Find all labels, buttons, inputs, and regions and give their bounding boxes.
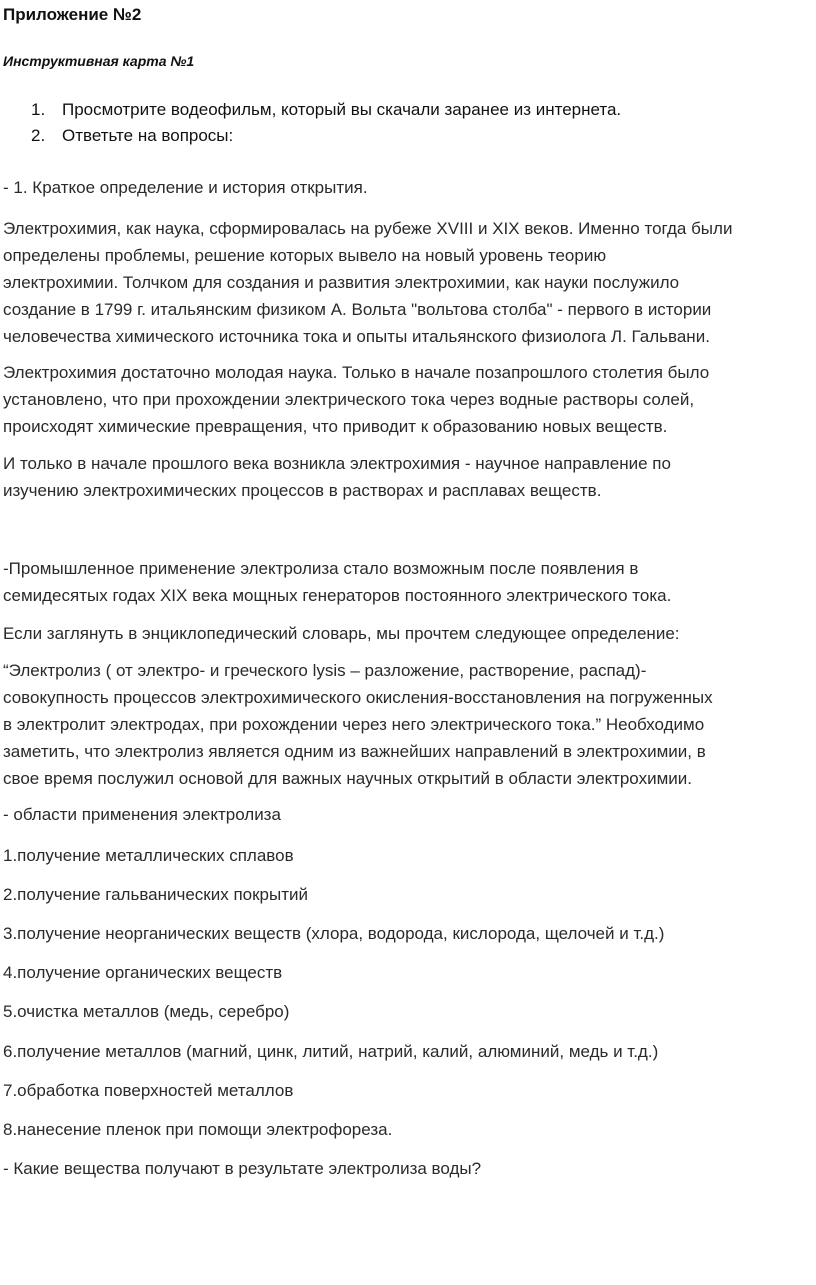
application-item: [3, 842, 813, 869]
application-item: [3, 1077, 813, 1104]
document-title: Приложение №2: [3, 5, 142, 24]
text-line: -Промышленное применение электролиза стало возможным после появления в: [3, 559, 639, 578]
text-line: семидесятых годах XIX века мощных генераторов постоянного электрического тока.: [3, 586, 672, 605]
paragraph-history: [3, 215, 813, 350]
instruction-step: [0, 123, 810, 149]
text-line: Электрохимия, как наука, сформировалась на рубеже XVIII и XIX веков. Именно тогда были: [3, 219, 733, 238]
paragraph-young-science: [3, 359, 813, 440]
application-item: [3, 920, 813, 947]
step-number: 2.: [31, 126, 46, 145]
text-line: заметить, что электролиз является одним из важнейших направлений в электрохимии, в: [3, 742, 706, 761]
paragraph-last-century: [3, 450, 813, 504]
text-line: 3.получение неорганических веществ (хлора, водорода, кислорода, щелочей и т.д.): [3, 924, 665, 943]
paragraph-industrial-use: [3, 555, 813, 609]
application-item: [3, 1038, 813, 1065]
text-line: 1.получение металлических сплавов: [3, 846, 294, 865]
text-line: электрохимии. Толчком для создания и развития электрохимии, как науки послужило: [3, 273, 680, 292]
text-line: установлено, что при прохождении электрического тока через водные растворы солей,: [3, 390, 695, 409]
text-line: свое время послужил основой для важных научных открытий в области электрохимии.: [3, 769, 692, 788]
instruction-step: [0, 97, 810, 123]
text-line: 7.обработка поверхностей металлов: [3, 1081, 294, 1100]
application-item: [3, 881, 813, 908]
application-item: [3, 1116, 813, 1143]
text-line: - 1. Краткое определение и история открытия.: [3, 178, 368, 197]
text-line: “Электролиз ( от электро- и греческого lysis – разложение, растворение, распад)-: [3, 661, 647, 680]
document-subtitle: Инструктивная карта №1: [3, 53, 195, 69]
applications-heading: [3, 801, 813, 828]
text-line: определены проблемы, решение которых вывело на новый уровень теорию: [3, 246, 607, 265]
text-line: совокупность процессов электрохимического окисления-восстановления на погруженных: [3, 688, 713, 707]
section-heading-definition: [3, 174, 813, 201]
text-line: в электролит электродах, при рохождении через него электрического тока.” Необходимо: [3, 715, 705, 734]
text-line: 5.очистка металлов (медь, серебро): [3, 1002, 290, 1021]
step-text: Просмотрите водеофильм, который вы скачали заранее из интернета.: [62, 100, 622, 119]
step-number: 1.: [31, 100, 46, 119]
text-line: 6.получение металлов (магний, цинк, литий, натрий, калий, алюминий, медь и т.д.): [3, 1042, 659, 1061]
step-text: Ответьте на вопросы:: [62, 126, 234, 145]
text-line: создание в 1799 г. итальянским физиком А. Вольта "вольтова столба" - первого в истории: [3, 300, 712, 319]
application-item: [3, 998, 813, 1025]
text-line: человечества химического источника тока и опыты итальянского физиолога Л. Гальвани.: [3, 327, 710, 346]
text-line: И только в начале прошлого века возникла электрохимия - научное направление по: [3, 454, 671, 473]
paragraph-encyclopedia: [3, 620, 813, 647]
text-line: 4.получение органических веществ: [3, 963, 283, 982]
instruction-steps: [0, 97, 810, 149]
text-line: происходят химические превращения, что приводит к образованию новых веществ.: [3, 417, 668, 436]
text-line: - области применения электролиза: [3, 805, 281, 824]
text-line: изучению электрохимических процессов в растворах и расплавах веществ.: [3, 481, 602, 500]
text-line: Электрохимия достаточно молодая наука. Только в начале позапрошлого столетия было: [3, 363, 710, 382]
text-line: - Какие вещества получают в результате электролиза воды?: [3, 1159, 482, 1178]
application-item: [3, 959, 813, 986]
text-line: 2.получение гальванических покрытий: [3, 885, 309, 904]
text-line: Если заглянуть в энциклопедический словарь, мы прочтем следующее определение:: [3, 624, 680, 643]
final-question: [3, 1155, 813, 1182]
text-line: 8.нанесение пленок при помощи электрофореза.: [3, 1120, 393, 1139]
paragraph-definition-quote: [3, 657, 813, 792]
